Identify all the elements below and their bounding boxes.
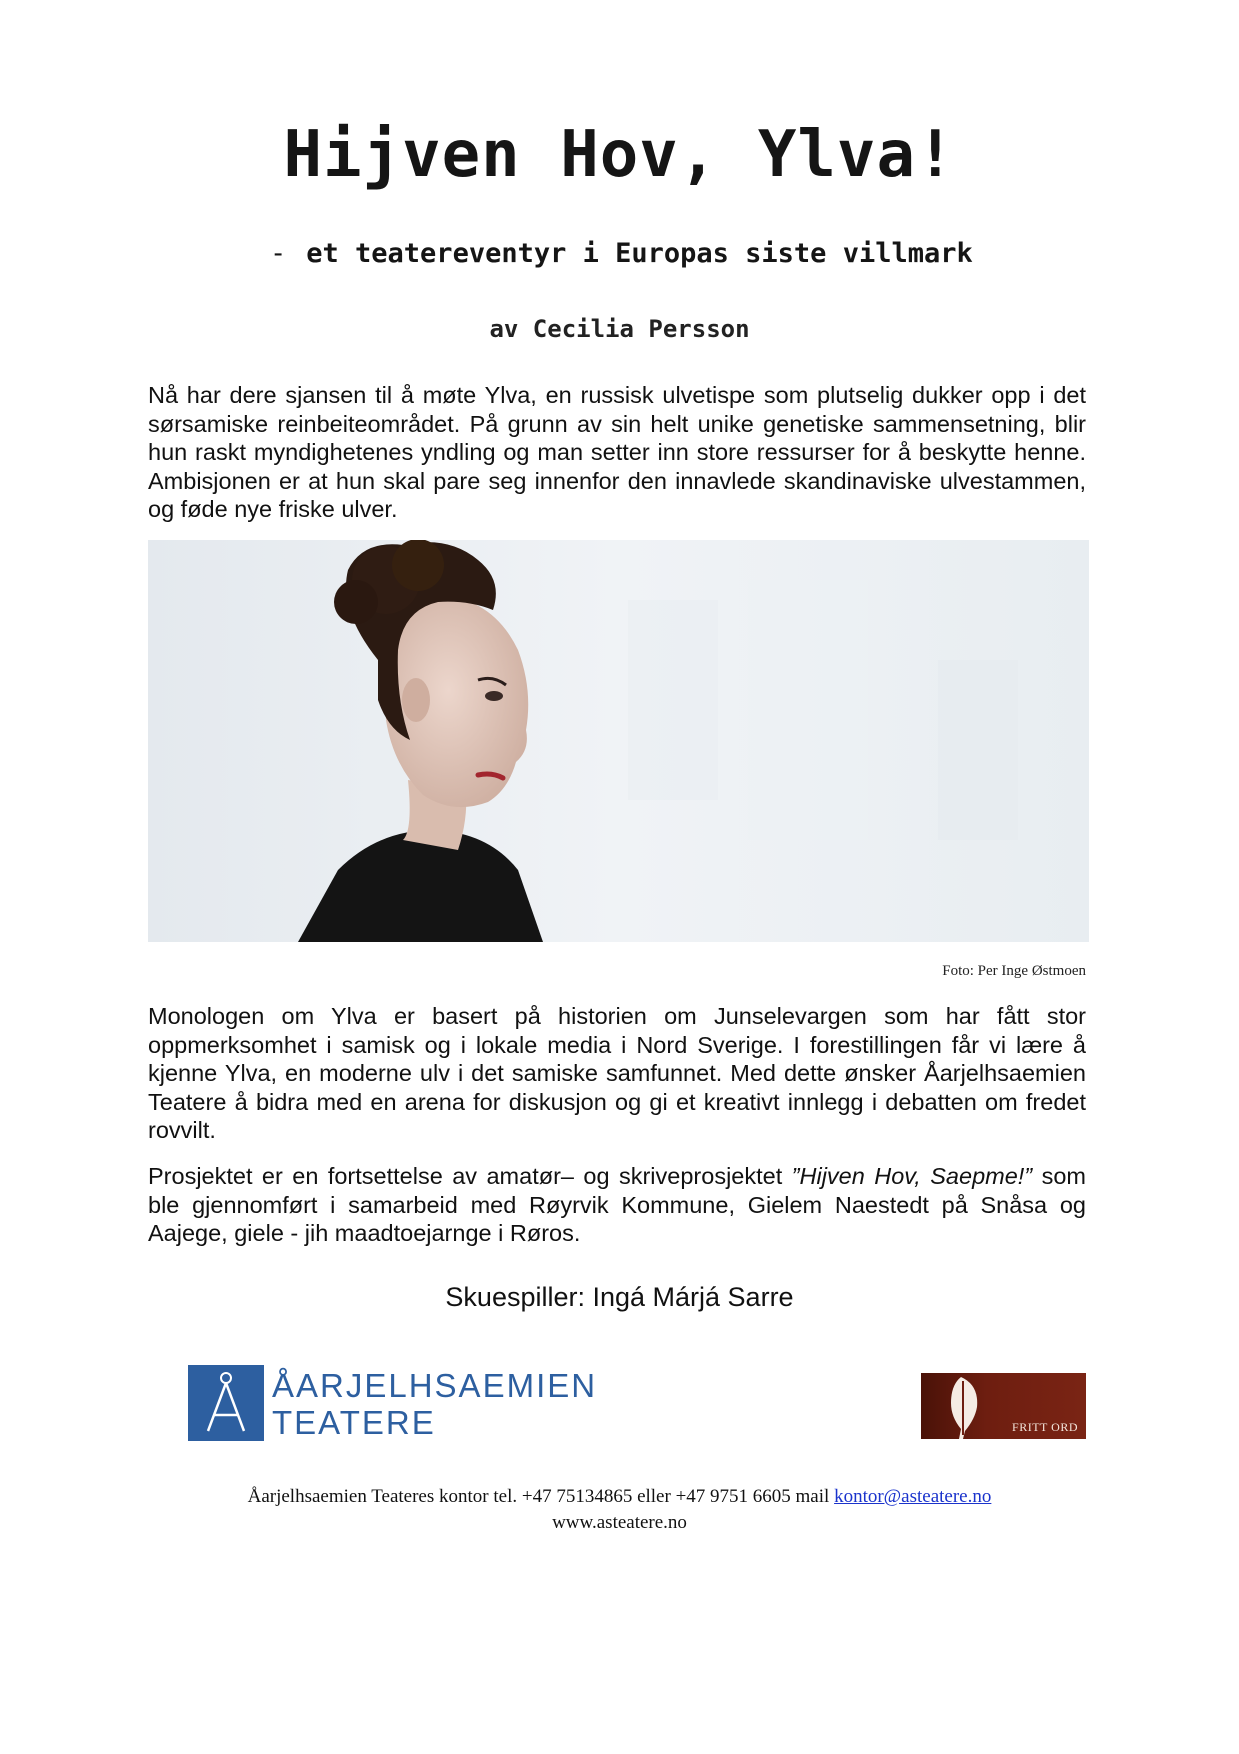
portrait-illustration (148, 540, 1089, 942)
intro-paragraph: Nå har dere sjansen til å møte Ylva, en russisk ulvetispe som plutselig dukker opp i det sørsamiske reinbeiteområdet. På grunn av sin helt unike genetiske sammensetning, blir hun raskt myndighetenes yndling og man setter inn store ressurser for å beskytte henne. Ambisjonen er at hun skal pare seg innenfor den innavlede skandinaviske ulvestammen, og føde nye friske ulver. (148, 382, 1086, 522)
author-line: av Cecilia Persson (489, 315, 750, 343)
theatre-logo-mark (188, 1365, 264, 1441)
website-text: www.asteatere.no (552, 1512, 687, 1533)
theatre-logo-text (272, 1367, 597, 1441)
subtitle-text: et teatereventyr i Europas siste villmark (306, 238, 973, 269)
project-paragraph (148, 1162, 1086, 1248)
subtitle-dash: - (270, 238, 287, 269)
subtitle (270, 238, 973, 269)
page-title: Hijven Hov, Ylva! (283, 118, 956, 192)
theatre-name-line2: TEATERE (272, 1404, 436, 1441)
quill-icon (939, 1373, 999, 1439)
photo-caption: Foto: Per Inge Østmoen (942, 963, 1086, 979)
actor-photo (148, 540, 1089, 942)
project-text-end: som ble gjennomført i samarbeid med Røyrvik Kommune, Gielem Naestedt på Snåsa og Aajege, giele - jih maadtoejarnge i Røros. (148, 1163, 1086, 1246)
monologue-paragraph: Monologen om Ylva er basert på historien om Junselevargen som har fått stor oppmerksomhet i samisk og i lokale media i Nord Sverige. I forestillingen får vi lære å kjenne Ylva, en moderne ulv i det samiske samfunnet. Med dette ønsker Åarjelhsaemien Teatere å bidra med en arena for diskusjon og gi et kreativt innlegg i debatten om fredet rovvilt. (148, 1003, 1086, 1143)
email-link[interactable]: kontor@asteatere.no (834, 1486, 992, 1507)
fritt-ord-logo (921, 1373, 1086, 1439)
actor-credit: Skuespiller: Ingá Márjá Sarre (445, 1282, 794, 1312)
compass-icon (188, 1365, 264, 1441)
fritt-ord-text: FRITT ORD (1012, 1420, 1078, 1434)
contact-text: Åarjelhsaemien Teateres kontor tel. +47 75134865 eller +47 9751 6605 mail (247, 1486, 835, 1507)
theatre-name-line1: ÅARJELHSAEMIEN (272, 1367, 598, 1404)
project-title: ”Hijven Hov, Saepme!” (791, 1163, 1033, 1189)
footer-contact (0, 1484, 1239, 1536)
theatre-logo (188, 1365, 598, 1441)
project-text-start: Prosjektet er en fortsettelse av amatør– og skriveprosjektet (148, 1163, 792, 1189)
